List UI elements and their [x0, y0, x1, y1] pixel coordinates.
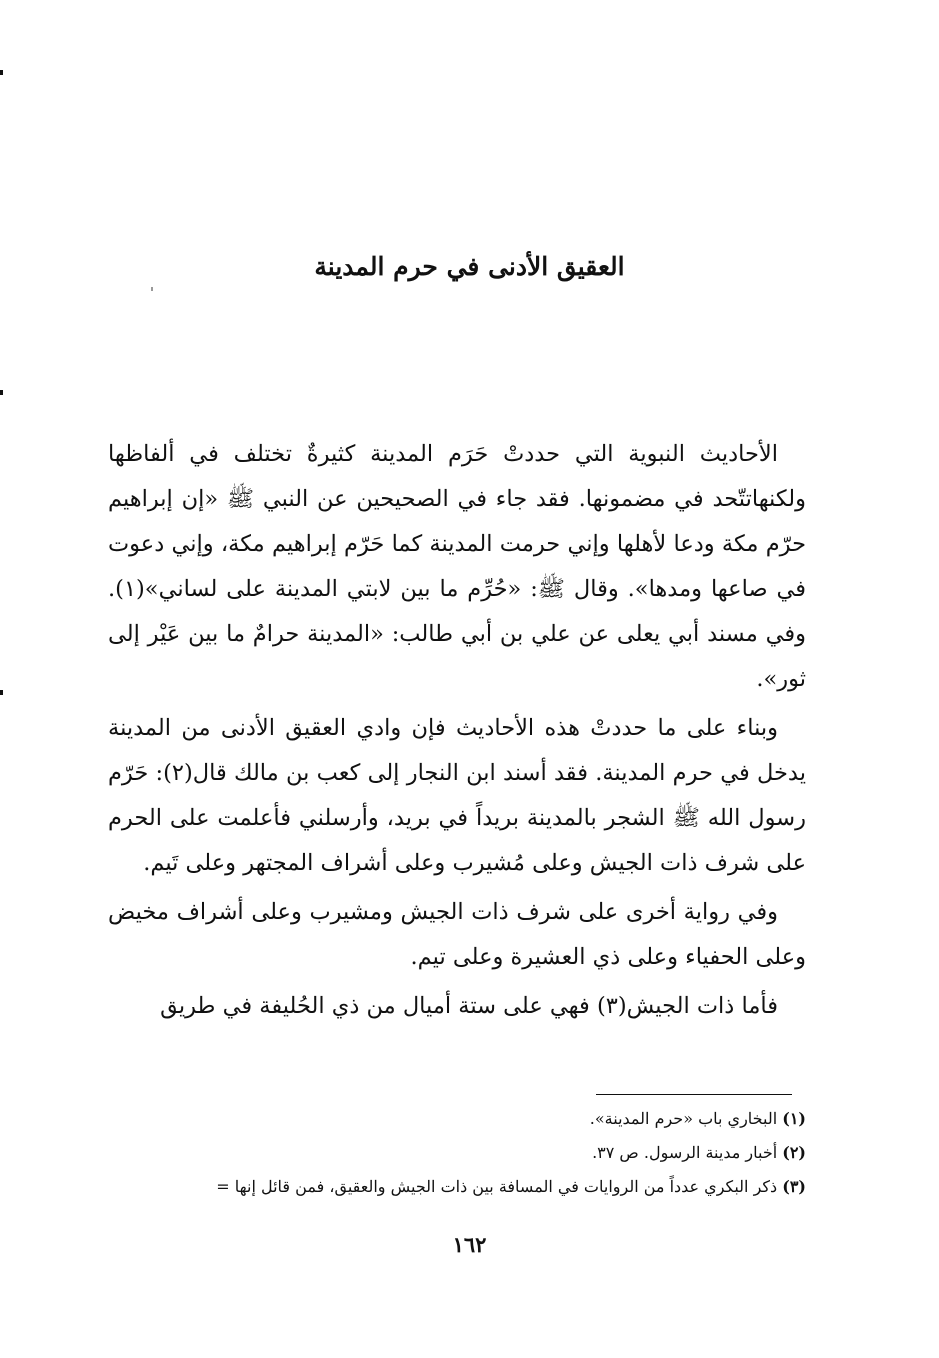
scan-dot-mark — [151, 287, 153, 291]
footnote-text: ذكر البكري عدداً من الروايات في المسافة بين ذات الجيش والعقيق، فمن قائل إنها = — [216, 1177, 778, 1196]
footnote-text: البخاري باب «حرم المدينة». — [589, 1109, 778, 1128]
scan-edge-mark — [0, 70, 3, 75]
scan-edge-mark — [0, 690, 3, 695]
footnote-2 — [108, 1136, 806, 1170]
footnotes — [108, 1102, 806, 1204]
footnote-number: (٣) — [782, 1177, 806, 1196]
footnote-divider — [596, 1094, 792, 1095]
footnote-3 — [108, 1170, 806, 1204]
paragraph-1: الأحاديث النبوية التي حددتْ حَرَم المدينة كثيرةٌ تختلف في ألفاظها ولكنهاتتّحد في مضمونها. فقد جاء في الصحيحين عن النبي ﷺ «إن إبراهيم حرّم مكة ودعا لأهلها وإني حرمت المدينة كما حَرّم إبراهيم مكة، وإني دعوت في صاعها ومدها». وقال ﷺ: «حُرِّم ما بين لابتي المدينة على لساني»(١). وفي مسند أبي يعلى عن علي بن أبي طالب: «المدينة حرامٌ ما بين عَيْر إلى ثور». — [108, 441, 806, 692]
paragraph-3: وفي رواية أخرى على شرف ذات الجيش ومشيرب وعلى أشراف مخيض وعلى الحفياء وعلى ذي العشيرة وعلى تيم. — [108, 899, 806, 970]
footnote-number: (٢) — [782, 1143, 806, 1162]
footnote-text: أخبار مدينة الرسول. ص ٣٧. — [592, 1143, 778, 1162]
paragraph-2: وبناء على ما حددتْ هذه الأحاديث فإن وادي العقيق الأدنى من المدينة يدخل في حرم المدينة. فقد أسند ابن النجار إلى كعب بن مالك قال(٢): حَرّم رسول الله ﷺ الشجر بالمدينة بريداً في بريد، وأرسلني فأعلمت على الحرم على شرف ذات الجيش وعلى مُشيرب وعلى أشراف المجتهر وعلى تَيم. — [108, 715, 807, 876]
scan-edge-mark — [0, 390, 3, 395]
footnote-1 — [108, 1102, 806, 1136]
body-text — [108, 432, 806, 1033]
page-title: العقيق الأدنى في حرم المدينة — [314, 252, 625, 281]
paragraph-4: فأما ذات الجيش(٣) فهي على ستة أميال من ذي الحُليفة في طريق — [160, 993, 778, 1019]
page-number: ١٦٢ — [452, 1232, 487, 1257]
footnote-number: (١) — [782, 1109, 806, 1128]
